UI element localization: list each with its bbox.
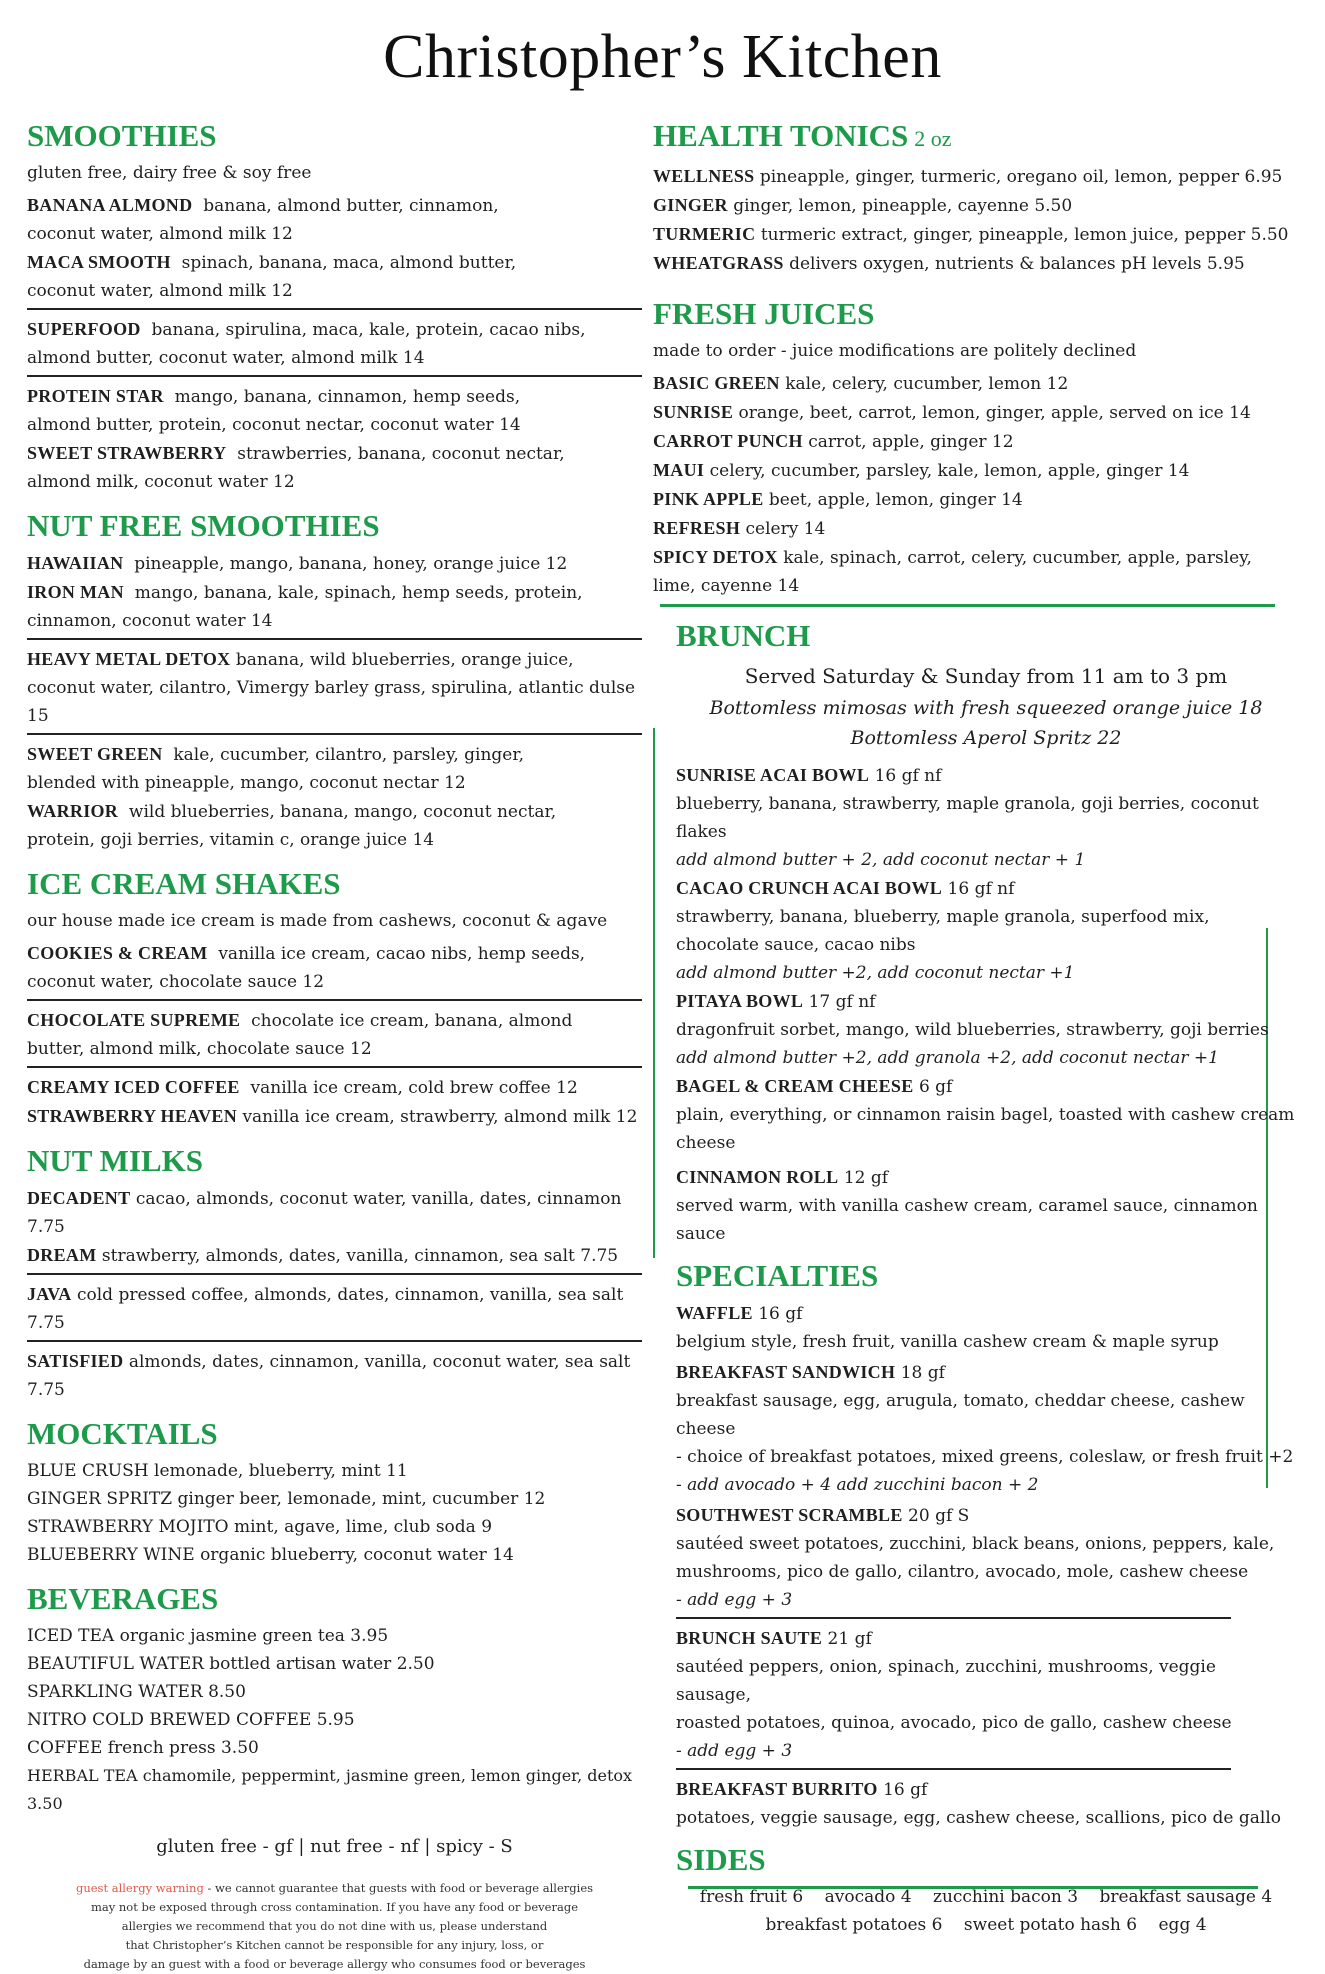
menu-item: [676, 1358, 1296, 1499]
item-desc: strawberry, banana, blueberry, maple granola, superfood mix,: [676, 907, 1210, 927]
nut-free-heading: NUT FREE SMOOTHIES: [27, 508, 380, 543]
menu-item: [653, 398, 1293, 427]
menu-item: [653, 485, 1293, 514]
menu-item: [653, 369, 1293, 398]
item-desc: potatoes, veggie sausage, egg, cashew cheese, scallions, pico de gallo: [676, 1808, 1282, 1828]
side-item: avocado 4: [824, 1887, 912, 1907]
menu-item: [676, 761, 1296, 874]
menu-item: [676, 1163, 1296, 1248]
item-desc: coconut water, cilantro, Vimergy barley grass, spirulina, atlantic dulse 15: [27, 678, 636, 726]
item-desc: banana, almond butter, cinnamon,: [203, 196, 499, 216]
brunch-heading: BRUNCH: [676, 618, 811, 653]
item-desc: kale, spinach, carrot, celery, cucumber, apple, parsley,: [783, 548, 1252, 568]
right-column: [653, 118, 1293, 612]
item-desc: cinnamon, coconut water 14: [27, 611, 273, 631]
fresh-juices-heading: FRESH JUICES: [653, 296, 875, 331]
item-desc: dragonfruit sorbet, mango, wild blueberries, strawberry, goji berries: [676, 1020, 1269, 1040]
item-name: SUNRISE: [653, 402, 734, 422]
item-name: SUPERFOOD: [27, 319, 141, 339]
item-desc: celery 14: [745, 519, 826, 539]
divider: [27, 733, 642, 735]
menu-item: [653, 220, 1293, 249]
item-name: DREAM: [27, 1245, 97, 1265]
menu-item: [27, 248, 642, 305]
item-desc: blended with pineapple, mango, coconut nectar 12: [27, 773, 466, 793]
divider: [27, 1066, 642, 1068]
divider: [27, 308, 642, 310]
menu-item: [676, 874, 1296, 987]
item-name: SWEET GREEN: [27, 744, 163, 764]
item-name: BASIC GREEN: [653, 373, 780, 393]
menu-item: [27, 315, 642, 372]
health-tonics-heading: [653, 118, 1293, 157]
divider: [676, 1768, 1231, 1770]
menu-item: [27, 645, 642, 730]
item-addon: add almond butter +2, add coconut nectar +1: [676, 963, 1075, 983]
item-desc: delivers oxygen, nutrients & balances pH levels 5.95: [789, 254, 1245, 274]
item-desc: lime, cayenne 14: [653, 576, 800, 596]
item-desc: orange, beet, carrot, lemon, ginger, apple, served on ice 14: [738, 403, 1251, 423]
item-name: SUNRISE ACAI BOWL: [676, 765, 870, 785]
item-name: MAUI: [653, 460, 705, 480]
item-desc: coconut water, almond milk 12: [27, 224, 293, 244]
item-name: BANANA ALMOND: [27, 195, 193, 215]
item-price: 17 gf nf: [808, 992, 876, 1012]
smoothies-heading: SMOOTHIES: [27, 118, 217, 153]
item-name: CREAMY ICED COFFEE: [27, 1077, 240, 1097]
menu-item: [27, 439, 642, 496]
side-item: breakfast sausage 4: [1099, 1887, 1273, 1907]
green-vertical-divider: [653, 728, 655, 1258]
sides-row: [676, 1911, 1296, 1939]
item-name: WAFFLE: [676, 1303, 753, 1323]
item-desc: mango, banana, cinnamon, hemp seeds,: [174, 387, 521, 407]
item-desc: strawberries, banana, coconut nectar,: [237, 444, 565, 464]
menu-item: [27, 191, 642, 248]
item-addon: - add egg + 3: [676, 1590, 793, 1610]
item-name: WELLNESS: [653, 166, 755, 186]
beverages-section: [27, 1581, 642, 1818]
item-desc: almond milk, coconut water 12: [27, 472, 295, 492]
item-name: STRAWBERRY HEAVEN: [27, 1106, 238, 1126]
menu-item: [27, 1280, 642, 1337]
divider: [27, 638, 642, 640]
item-desc: mango, banana, kale, spinach, hemp seeds, protein,: [134, 583, 583, 603]
item-name: SATISFIED: [27, 1351, 124, 1371]
item-name: BREAKFAST BURRITO: [676, 1779, 878, 1799]
item-addon: add almond butter + 2, add coconut nectar + 1: [676, 850, 1086, 870]
specialties-heading: SPECIALTIES: [676, 1258, 879, 1293]
item-desc: turmeric extract, ginger, pineapple, lemon juice, pepper 5.50: [760, 225, 1289, 245]
item-name: SWEET STRAWBERRY: [27, 443, 227, 463]
item-price: 16 gf nf: [874, 766, 942, 786]
item-name: SOUTHWEST SCRAMBLE: [676, 1505, 903, 1525]
item-name: HEAVY METAL DETOX: [27, 649, 231, 669]
side-item: egg 4: [1158, 1915, 1207, 1935]
item-desc: spinach, banana, maca, almond butter,: [181, 253, 517, 273]
allergy-text: that Christopher’s Kitchen cannot be responsible for any injury, loss, or: [125, 1938, 544, 1952]
item-desc: cold pressed coffee, almonds, dates, cinnamon, vanilla, sea salt 7.75: [27, 1285, 624, 1333]
dietary-key: gluten free - gf | nut free - nf | spicy - S: [156, 1836, 513, 1857]
list-item: COFFEE french press 3.50: [27, 1738, 259, 1758]
item-desc: pineapple, ginger, turmeric, oregano oil, lemon, pepper 6.95: [759, 167, 1283, 187]
shakes-subtitle: our house made ice cream is made from cashews, coconut & agave: [27, 911, 608, 931]
menu-item: [27, 1006, 642, 1063]
item-desc: kale, celery, cucumber, lemon 12: [785, 374, 1069, 394]
tonic-size: 2 oz: [914, 126, 952, 151]
item-desc: cacao, almonds, coconut water, vanilla, dates, cinnamon 7.75: [27, 1189, 622, 1237]
item-addon: - add egg + 3: [676, 1741, 793, 1761]
item-desc: protein, goji berries, vitamin c, orange juice 14: [27, 830, 435, 850]
nut-free-smoothies-section: [27, 508, 642, 854]
item-desc: wild blueberries, banana, mango, coconut nectar,: [128, 802, 557, 822]
menu-item: [653, 456, 1293, 485]
item-addon: add almond butter +2, add granola +2, add coconut nectar +1: [676, 1048, 1219, 1068]
menu-item: [27, 1073, 642, 1102]
item-name: SPICY DETOX: [653, 547, 778, 567]
item-name: WARRIOR: [27, 801, 119, 821]
item-desc: chocolate ice cream, banana, almond: [251, 1011, 573, 1031]
item-desc: served warm, with vanilla cashew cream, caramel sauce, cinnamon sauce: [676, 1196, 1258, 1244]
item-desc: almond butter, protein, coconut nectar, coconut water 14: [27, 415, 521, 435]
divider: [27, 999, 642, 1001]
heading-text: HEALTH TONICS: [653, 118, 909, 153]
smoothies-subtitle: gluten free, dairy free & soy free: [27, 163, 312, 183]
list-item: STRAWBERRY MOJITO mint, agave, lime, club soda 9: [27, 1517, 493, 1537]
item-name: GINGER: [653, 195, 728, 215]
item-price: 16 gf: [758, 1304, 803, 1324]
list-item: ICED TEA organic jasmine green tea 3.95: [27, 1626, 389, 1646]
list-item: BLUEBERRY WINE organic blueberry, coconut water 14: [27, 1545, 514, 1565]
item-desc: cheese: [676, 1133, 736, 1153]
item-name: DECADENT: [27, 1188, 131, 1208]
menu-item: [653, 514, 1293, 543]
item-desc: plain, everything, or cinnamon raisin bagel, toasted with cashew cream: [676, 1105, 1295, 1125]
divider: [27, 1340, 642, 1342]
item-name: CARROT PUNCH: [653, 431, 803, 451]
health-tonics-section: [653, 118, 1293, 278]
item-name: TURMERIC: [653, 224, 756, 244]
divider: [27, 1273, 642, 1275]
menu-item: [653, 427, 1293, 456]
item-price: 21 gf: [827, 1629, 872, 1649]
menu-item: [27, 1102, 642, 1131]
item-desc: sautéed sweet potatoes, zucchini, black beans, onions, peppers, kale,: [676, 1534, 1275, 1554]
item-name: REFRESH: [653, 518, 741, 538]
allergy-text: allergies we recommend that you do not dine with us, please understand: [121, 1919, 548, 1933]
item-name: BRUNCH SAUTE: [676, 1628, 823, 1648]
item-desc: vanilla ice cream, cold brew coffee 12: [250, 1078, 578, 1098]
sides-heading: SIDES: [676, 1842, 766, 1877]
item-name: HAWAIIAN: [27, 553, 124, 573]
item-desc: chocolate sauce, cacao nibs: [676, 935, 916, 955]
allergy-text: damage by an guest with a food or beverage allergy who consumes food or beverages: [83, 1957, 586, 1971]
nut-milks-section: [27, 1143, 642, 1404]
menu-item: [676, 1299, 1296, 1356]
menu-item: [653, 543, 1293, 600]
item-price: 16 gf: [883, 1780, 928, 1800]
item-name: IRON MAN: [27, 582, 124, 602]
mocktails-section: [27, 1416, 642, 1569]
list-item: HERBAL TEA chamomile, peppermint, jasmine green, lemon ginger, detox 3.50: [27, 1766, 633, 1813]
divider: [27, 375, 642, 377]
item-name: COOKIES & CREAM: [27, 943, 208, 963]
side-item: zucchini bacon 3: [932, 1887, 1079, 1907]
side-item: fresh fruit 6: [699, 1887, 804, 1907]
left-column: [27, 118, 642, 1974]
list-item: BEAUTIFUL WATER bottled artisan water 2.50: [27, 1654, 435, 1674]
item-desc: sautéed peppers, onion, spinach, zucchini, mushrooms, veggie sausage,: [676, 1657, 1216, 1705]
item-desc: vanilla ice cream, cacao nibs, hemp seeds,: [218, 944, 586, 964]
list-item: BLUE CRUSH lemonade, blueberry, mint 11: [27, 1461, 408, 1481]
smoothies-section: [27, 118, 642, 496]
allergy-warning-label: guest allergy warning: [75, 1881, 204, 1895]
item-desc: banana, wild blueberries, orange juice,: [235, 650, 574, 670]
item-desc: coconut water, almond milk 12: [27, 281, 293, 301]
menu-item: [653, 249, 1293, 278]
brunch-hours: Served Saturday & Sunday from 11 am to 3 pm: [744, 664, 1228, 688]
item-name: PROTEIN STAR: [27, 386, 164, 406]
item-name: WHEATGRASS: [653, 253, 784, 273]
item-desc: breakfast sausage, egg, arugula, tomato, cheddar cheese, cashew cheese: [676, 1391, 1245, 1439]
item-desc: strawberry, almonds, dates, vanilla, cinnamon, sea salt 7.75: [101, 1246, 619, 1266]
menu-item: [27, 939, 642, 996]
item-desc: mushrooms, pico de gallo, cilantro, avocado, mole, cashew cheese: [676, 1562, 1249, 1582]
menu-item: [27, 549, 642, 578]
menu-item: [676, 1501, 1296, 1614]
ice-cream-shakes-section: [27, 866, 642, 1131]
item-desc: carrot, apple, ginger 12: [808, 432, 1014, 452]
list-item: NITRO COLD BREWED COFFEE 5.95: [27, 1710, 355, 1730]
item-price: 12 gf: [843, 1168, 889, 1188]
juices-subtitle: made to order - juice modifications are politely declined: [653, 341, 1137, 361]
item-name: BREAKFAST SANDWICH: [676, 1362, 896, 1382]
item-desc: pineapple, mango, banana, honey, orange juice 12: [134, 554, 568, 574]
item-desc: banana, spirulina, maca, kale, protein, cacao nibs,: [151, 320, 586, 340]
item-price: 16 gf nf: [947, 879, 1015, 899]
menu-item: [27, 382, 642, 439]
menu-item: [27, 1184, 642, 1241]
menu-item: [676, 1775, 1296, 1832]
item-desc: blueberry, banana, strawberry, maple granola, goji berries, coconut flakes: [676, 794, 1259, 842]
item-desc: - choice of breakfast potatoes, mixed greens, coleslaw, or fresh fruit +2: [676, 1447, 1294, 1467]
brunch-area: [676, 618, 1296, 1939]
item-addon: - add avocado + 4 add zucchini bacon + 2: [676, 1475, 1039, 1495]
brunch-offer: Bottomless Aperol Spritz 22: [850, 727, 1122, 749]
item-desc: belgium style, fresh fruit, vanilla cashew cream & maple syrup: [676, 1332, 1219, 1352]
restaurant-title: Christopher’s Kitchen: [383, 23, 942, 91]
menu-item: [27, 797, 642, 854]
side-item: sweet potato hash 6: [963, 1915, 1138, 1935]
menu-item: [676, 1072, 1296, 1157]
mocktails-heading: MOCKTAILS: [27, 1416, 218, 1451]
list-item: SPARKLING WATER 8.50: [27, 1682, 246, 1702]
item-name: PITAYA BOWL: [676, 991, 804, 1011]
menu-item: [27, 740, 642, 797]
allergy-text: - we cannot guarantee that guests with food or beverage allergies: [203, 1881, 594, 1895]
item-desc: celery, cucumber, parsley, kale, lemon, apple, ginger 14: [709, 461, 1190, 481]
menu-item: [676, 1624, 1296, 1765]
item-price: 18 gf: [900, 1363, 945, 1383]
item-desc: vanilla ice cream, strawberry, almond milk 12: [242, 1107, 638, 1127]
nut-milks-heading: NUT MILKS: [27, 1143, 203, 1178]
item-desc: almonds, dates, cinnamon, vanilla, coconut water, sea salt 7.75: [27, 1352, 631, 1400]
allergy-warning: [27, 1879, 642, 1974]
item-desc: coconut water, chocolate sauce 12: [27, 972, 325, 992]
item-name: BAGEL & CREAM CHEESE: [676, 1076, 914, 1096]
item-name: PINK APPLE: [653, 489, 764, 509]
item-price: 6 gf: [918, 1077, 953, 1097]
beverages-heading: BEVERAGES: [27, 1581, 219, 1616]
fresh-juices-section: [653, 296, 1293, 600]
item-desc: ginger, lemon, pineapple, cayenne 5.50: [733, 196, 1073, 216]
item-desc: beet, apple, lemon, ginger 14: [768, 490, 1023, 510]
divider: [676, 1617, 1231, 1619]
menu-item: [653, 191, 1293, 220]
item-desc: almond butter, coconut water, almond milk 14: [27, 348, 425, 368]
menu-item: [27, 1241, 642, 1270]
item-desc: butter, almond milk, chocolate sauce 12: [27, 1039, 372, 1059]
item-price: 20 gf S: [908, 1506, 970, 1526]
menu-item: [27, 1347, 642, 1404]
shakes-heading: ICE CREAM SHAKES: [27, 866, 341, 901]
list-item: GINGER SPRITZ ginger beer, lemonade, mint, cucumber 12: [27, 1489, 546, 1509]
allergy-text: may not be exposed through cross contamination. If you have any food or beverage: [90, 1900, 579, 1914]
item-name: MACA SMOOTH: [27, 252, 171, 272]
item-name: JAVA: [27, 1284, 72, 1304]
sides-row: [676, 1883, 1296, 1911]
item-name: CACAO CRUNCH ACAI BOWL: [676, 878, 943, 898]
menu-item: [676, 987, 1296, 1072]
item-desc: roasted potatoes, quinoa, avocado, pico de gallo, cashew cheese: [676, 1713, 1232, 1733]
item-name: CINNAMON ROLL: [676, 1167, 839, 1187]
menu-item: [27, 578, 642, 635]
item-name: CHOCOLATE SUPREME: [27, 1010, 241, 1030]
side-item: breakfast potatoes 6: [765, 1915, 943, 1935]
brunch-offer: Bottomless mimosas with fresh squeezed orange juice 18: [709, 697, 1263, 719]
item-desc: kale, cucumber, cilantro, parsley, ginger,: [173, 745, 525, 765]
menu-item: [653, 162, 1293, 191]
green-divider: [660, 604, 1275, 607]
